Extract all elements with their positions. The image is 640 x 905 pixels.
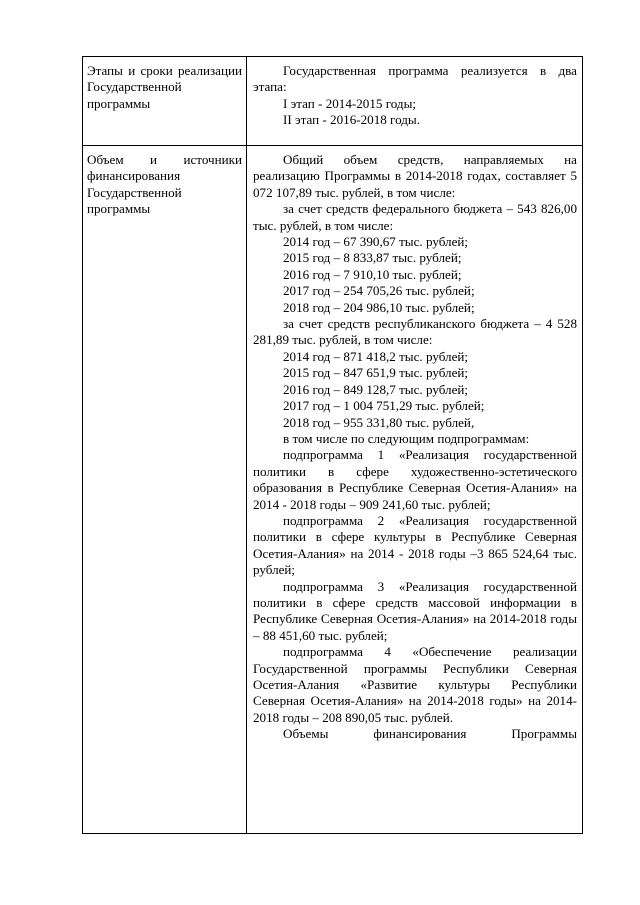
funding-total: Общий объем средств, направляемых на реализацию Программы в 2014-2018 годах, составляет 5 072 107,89 тыс. рублей, в том числе: [253, 152, 577, 200]
federal-year-2016: 2016 год – 7 910,10 тыс. рублей; [283, 266, 462, 282]
stages-intro: Государственная программа реализуется в два этапа: [253, 63, 577, 95]
federal-year-2018: 2018 год – 204 986,10 тыс. рублей; [283, 299, 475, 315]
subprogram-1: подпрограмма 1 «Реализация государственной политики в сфере художественно-эстетического образования в Республике Северная Осетия-Алания» на 2014 - 2018 годы – 909 241,60 тыс. рублей; [253, 447, 577, 512]
subprograms-intro: в том числе по следующим подпрограммам: [283, 430, 530, 446]
federal-year-2015: 2015 год – 8 833,87 тыс. рублей; [283, 250, 462, 266]
federal-year-2017: 2017 год – 254 705,26 тыс. рублей; [283, 283, 475, 299]
republic-year-2015: 2015 год – 847 651,9 тыс. рублей; [283, 365, 469, 381]
stage-item-2: II этап - 2016-2018 годы. [283, 112, 421, 128]
subprogram-2: подпрограмма 2 «Реализация государственной политики в сфере культуры в Республике Северная Осетия-Алания» на 2014 - 2018 годы –3 865 524,64 тыс. рублей; [253, 512, 577, 578]
republic-year-2014: 2014 год – 871 418,2 тыс. рублей; [283, 348, 469, 364]
table-cell-content [247, 146, 583, 834]
table-cell-content [247, 57, 583, 146]
subprogram-4: подпрограмма 4 «Обеспечение реализации Государственной программы Республики Северная Осетия-Алания «Развитие культуры Республики Северная Осетия-Алания» на 2014-2018 годы» на 2014-2018 годы – 208 890,05 тыс. рублей. [253, 644, 577, 725]
table-row-funding [83, 146, 583, 834]
republic-year-2017: 2017 год – 1 004 751,29 тыс. рублей; [283, 398, 485, 414]
table-cell-label [83, 57, 247, 146]
republic-year-2016: 2016 год – 849 128,7 тыс. рублей; [283, 381, 469, 397]
row-label-stages: Этапы и сроки реализации Государственной программы [87, 63, 242, 111]
republic-year-2018: 2018 год – 955 331,80 тыс. рублей, [283, 414, 475, 430]
funding-closing: Объемы финансирования Программы [283, 726, 577, 742]
republic-budget-intro: за счет средств республиканского бюджета – 4 528 281,89 тыс. рублей, в том числе: [253, 316, 577, 348]
stage-item-1: I этап - 2014-2015 годы; [283, 95, 417, 111]
table-row-stages [83, 57, 583, 146]
federal-budget-intro: за счет средств федерального бюджета – 543 826,00 тыс. рублей, в том числе: [253, 201, 577, 233]
program-passport-table [82, 56, 583, 834]
row-label-funding: Объем и источники финансирования Государственной программы [87, 152, 242, 217]
subprogram-3: подпрограмма 3 «Реализация государственной политики в сфере средств массовой информации в Республике Северная Осетия-Алания» на 2014-2018 годы – 88 451,60 тыс. рублей; [253, 578, 577, 643]
table-cell-label [83, 146, 247, 834]
federal-year-2014: 2014 год – 67 390,67 тыс. рублей; [283, 234, 469, 250]
